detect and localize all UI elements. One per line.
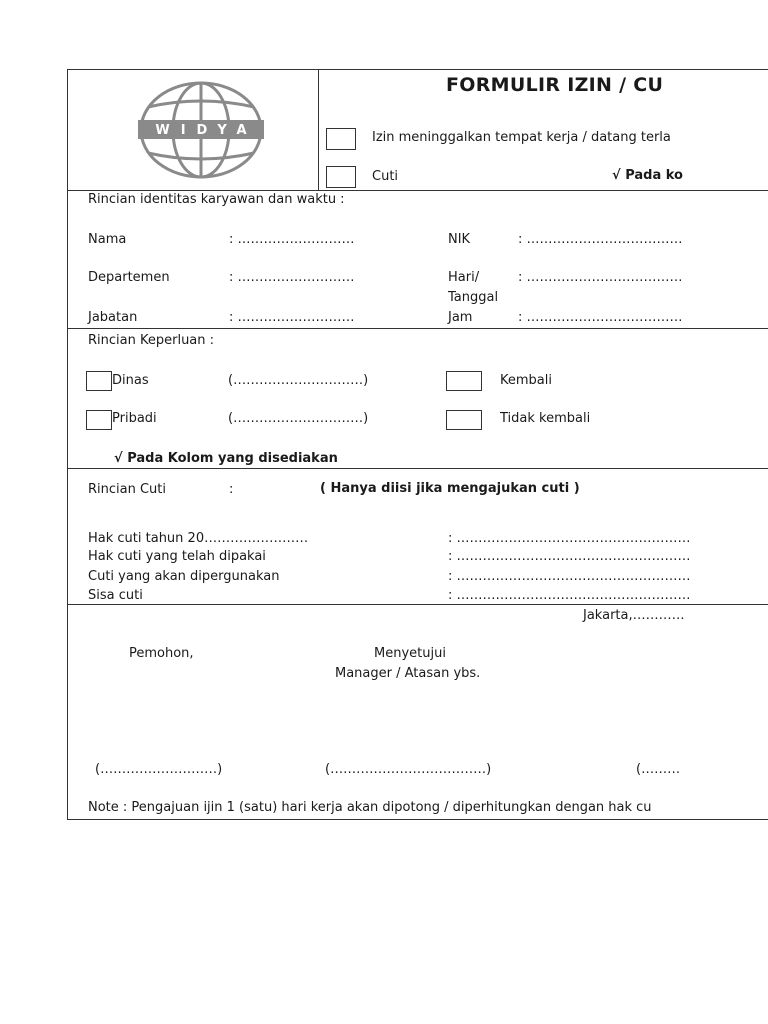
cuti-row-label: Cuti yang akan dipergunakan (88, 569, 280, 584)
cuti-row-field[interactable]: : ……………………………………………… (448, 569, 691, 584)
kembali-label: Kembali (500, 373, 552, 388)
cuti-row-label: Hak cuti yang telah dipakai (88, 549, 266, 564)
dinas-checkbox[interactable] (86, 371, 112, 391)
dinas-label: Dinas (112, 373, 149, 388)
nama-label: Nama (88, 232, 127, 247)
nik-field[interactable]: : ……………………………… (518, 232, 683, 247)
jam-label: Jam (448, 310, 473, 325)
nama-field[interactable]: : ……………………… (229, 232, 355, 247)
cuti-row-field[interactable]: : ……………………………………………… (448, 588, 691, 603)
pemohon-label: Pemohon, (129, 646, 194, 661)
pribadi-field[interactable]: (…………………………) (228, 411, 369, 426)
tanggal-label: Tanggal (448, 290, 499, 305)
keperluan-heading: Rincian Keperluan : (88, 333, 215, 348)
cuti-row-label: Sisa cuti (88, 588, 143, 603)
header-divider (318, 70, 319, 190)
leave-form (67, 69, 768, 820)
cuti-row-field[interactable]: : ……………………………………………… (448, 549, 691, 564)
hari-label: Hari/ (448, 270, 480, 285)
cuti-heading: Rincian Cuti (88, 482, 167, 497)
dinas-field[interactable]: (…………………………) (228, 373, 369, 388)
kembali-checkbox[interactable] (446, 371, 482, 391)
cuti-row-label: Hak cuti tahun 20…………………… (88, 531, 309, 546)
header-check-note: √ Pada ko (612, 168, 683, 183)
pribadi-label: Pribadi (112, 411, 157, 426)
departemen-label: Departemen (88, 270, 170, 285)
departemen-field[interactable]: : ……………………… (229, 270, 355, 285)
cuti-option-label: Cuti (372, 169, 399, 184)
pemohon-signature-field[interactable]: (………………………) (95, 762, 223, 777)
tidak-kembali-label: Tidak kembali (500, 411, 591, 426)
cuti-heading-colon: : (229, 482, 234, 497)
cuti-row-field[interactable]: : ……………………………………………… (448, 531, 691, 546)
manager-label: Manager / Atasan ybs. (335, 666, 481, 681)
keperluan-check-note: √ Pada Kolom yang disediakan (114, 451, 338, 466)
form-title: FORMULIR IZIN / CU (446, 74, 664, 96)
izin-option-label: Izin meninggalkan tempat kerja / datang terla (372, 130, 671, 145)
third-signature-field[interactable]: (……… (636, 762, 681, 777)
form-note: Note : Pengajuan ijin 1 (satu) hari kerja akan dipotong / diperhitungkan dengan hak cu (88, 800, 652, 815)
tidak-kembali-checkbox[interactable] (446, 410, 482, 430)
manager-signature-field[interactable]: (………………………………) (325, 762, 492, 777)
jabatan-field[interactable]: : ……………………… (229, 310, 355, 325)
place-date: Jakarta,………… (583, 608, 685, 623)
nik-label: NIK (448, 232, 471, 247)
jam-field[interactable]: : ……………………………… (518, 310, 683, 325)
jabatan-label: Jabatan (88, 310, 138, 325)
cuti-checkbox[interactable] (326, 166, 356, 188)
identitas-heading: Rincian identitas karyawan dan waktu : (88, 192, 345, 207)
menyetujui-label: Menyetujui (374, 646, 446, 661)
pribadi-checkbox[interactable] (86, 410, 112, 430)
izin-checkbox[interactable] (326, 128, 356, 150)
hari-tanggal-field[interactable]: : ……………………………… (518, 270, 683, 285)
cuti-note: ( Hanya diisi jika mengajukan cuti ) (320, 481, 580, 496)
widya-logo-text: WIDYA (155, 123, 258, 138)
